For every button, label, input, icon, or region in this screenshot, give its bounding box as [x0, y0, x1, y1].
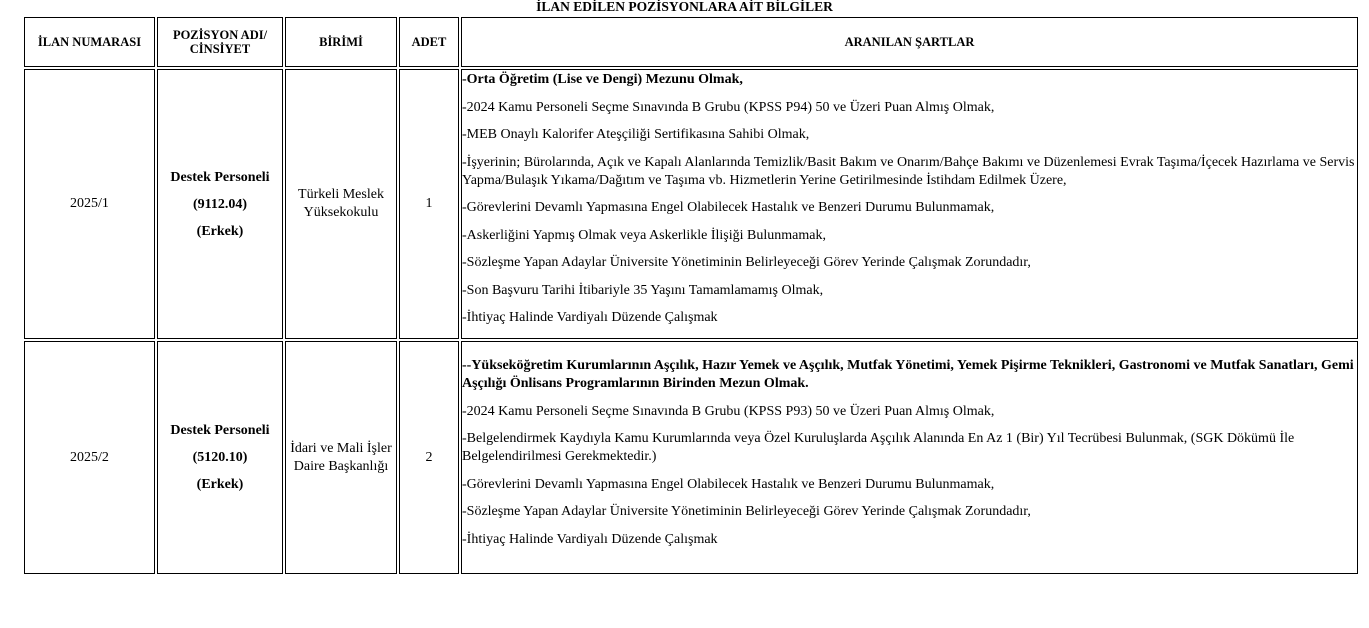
table-row	[24, 69, 1358, 339]
requirement-item: -Son Başvuru Tarihi İtibariyle 35 Yaşını Tamamlamamış Olmak,	[462, 282, 824, 298]
requirement-item: -İhtiyaç Halinde Vardiyalı Düzende Çalışmak	[462, 531, 718, 547]
position-title: Destek Personeli	[170, 169, 270, 185]
requirement-item: -Belgelendirmek Kaydıyla Kamu Kurumlarında veya Özel Kuruluşlarda Aşçılık Alanında En Az 1 (Bir) Yıl Tecrübesi Bulunmak, (SGK Dökümü İle Belgelendirilmesi Gerekmektedir.)	[462, 431, 1295, 464]
requirement-item: -İhtiyaç Halinde Vardiyalı Düzende Çalışmak	[462, 310, 718, 326]
requirements-cell	[461, 69, 1358, 339]
requirement-item: -Orta Öğretim (Lise ve Dengi) Mezunu Olmak,	[462, 72, 743, 88]
requirement-item: --Yükseköğretim Kurumlarının Aşçılık, Hazır Yemek ve Aşçılık, Mutfak Yönetimi, Yemek Pişirme Teknikleri, Gastronomi ve Mutfak Sanatları, Gemi Aşçılığı Önlisans Programlarının Birinden Mezun Olmak.	[462, 358, 1354, 391]
positions-table	[22, 15, 1360, 576]
header-pozisyon: POZİSYON ADI/ CİNSİYET	[157, 17, 283, 67]
position-gender: (Erkek)	[196, 223, 244, 239]
count-cell: 2	[399, 341, 459, 574]
count-cell: 1	[399, 69, 459, 339]
position-code: (9112.04)	[192, 196, 248, 212]
header-adet: ADET	[399, 17, 459, 67]
header-birim: BİRİMİ	[285, 17, 397, 67]
header-ilan-no: İLAN NUMARASI	[24, 17, 155, 67]
unit-cell: Türkeli Meslek Yüksekokulu	[285, 69, 397, 339]
header-sartlar: ARANILAN ŞARTLAR	[461, 17, 1358, 67]
ilan-no-cell: 2025/1	[24, 69, 155, 339]
requirement-item: -2024 Kamu Personeli Seçme Sınavında B Grubu (KPSS P93) 50 ve Üzeri Puan Almış Olmak,	[462, 403, 995, 419]
requirement-item: -Görevlerini Devamlı Yapmasına Engel Olabilecek Hastalık ve Benzeri Durumu Bulunmamak,	[462, 200, 995, 216]
position-cell	[157, 341, 283, 574]
requirement-item: -Askerliğini Yapmış Olmak veya Askerlikle İlişiği Bulunmamak,	[462, 227, 826, 243]
table-header-row	[24, 17, 1358, 67]
unit-cell: İdari ve Mali İşler Daire Başkanlığı	[285, 341, 397, 574]
requirement-item: -Sözleşme Yapan Adaylar Üniversite Yönetiminin Belirleyeceği Görev Yerinde Çalışmak Zorundadır,	[462, 504, 1031, 519]
ilan-no-cell: 2025/2	[24, 341, 155, 574]
requirement-item: -Sözleşme Yapan Adaylar Üniversite Yönetiminin Belirleyeceği Görev Yerinde Çalışmak Zorundadır,	[462, 255, 1031, 271]
page-title: İLAN EDİLEN POZİSYONLARA AİT BİLGİLER	[536, 0, 833, 14]
requirements-cell	[461, 341, 1358, 574]
table-row	[24, 341, 1358, 574]
position-title: Destek Personeli	[170, 423, 270, 438]
requirement-item: -İşyerinin; Bürolarında, Açık ve Kapalı Alanlarında Temizlik/Basit Bakım ve Onarım/Bahçe Bakımı ve Düzenlemesi Evrak Taşıma/İçecek Hazırlama ve Servis Yapma/Bulaşık Yıkama/Dağıtım ve Taşıma vb. Hizmetlerin Yerine Getirilmesinde İstihdam Edilmek Üzere,	[462, 154, 1355, 188]
requirement-item: -2024 Kamu Personeli Seçme Sınavında B Grubu (KPSS P94) 50 ve Üzeri Puan Almış Olmak,	[462, 99, 995, 115]
position-gender: (Erkek)	[196, 477, 244, 492]
position-cell	[157, 69, 283, 339]
requirement-item: -MEB Onaylı Kalorifer Ateşçiliği Sertifikasına Sahibi Olmak,	[462, 127, 810, 143]
position-code: (5120.10)	[192, 450, 248, 465]
requirement-item: -Görevlerini Devamlı Yapmasına Engel Olabilecek Hastalık ve Benzeri Durumu Bulunmamak,	[462, 476, 995, 492]
